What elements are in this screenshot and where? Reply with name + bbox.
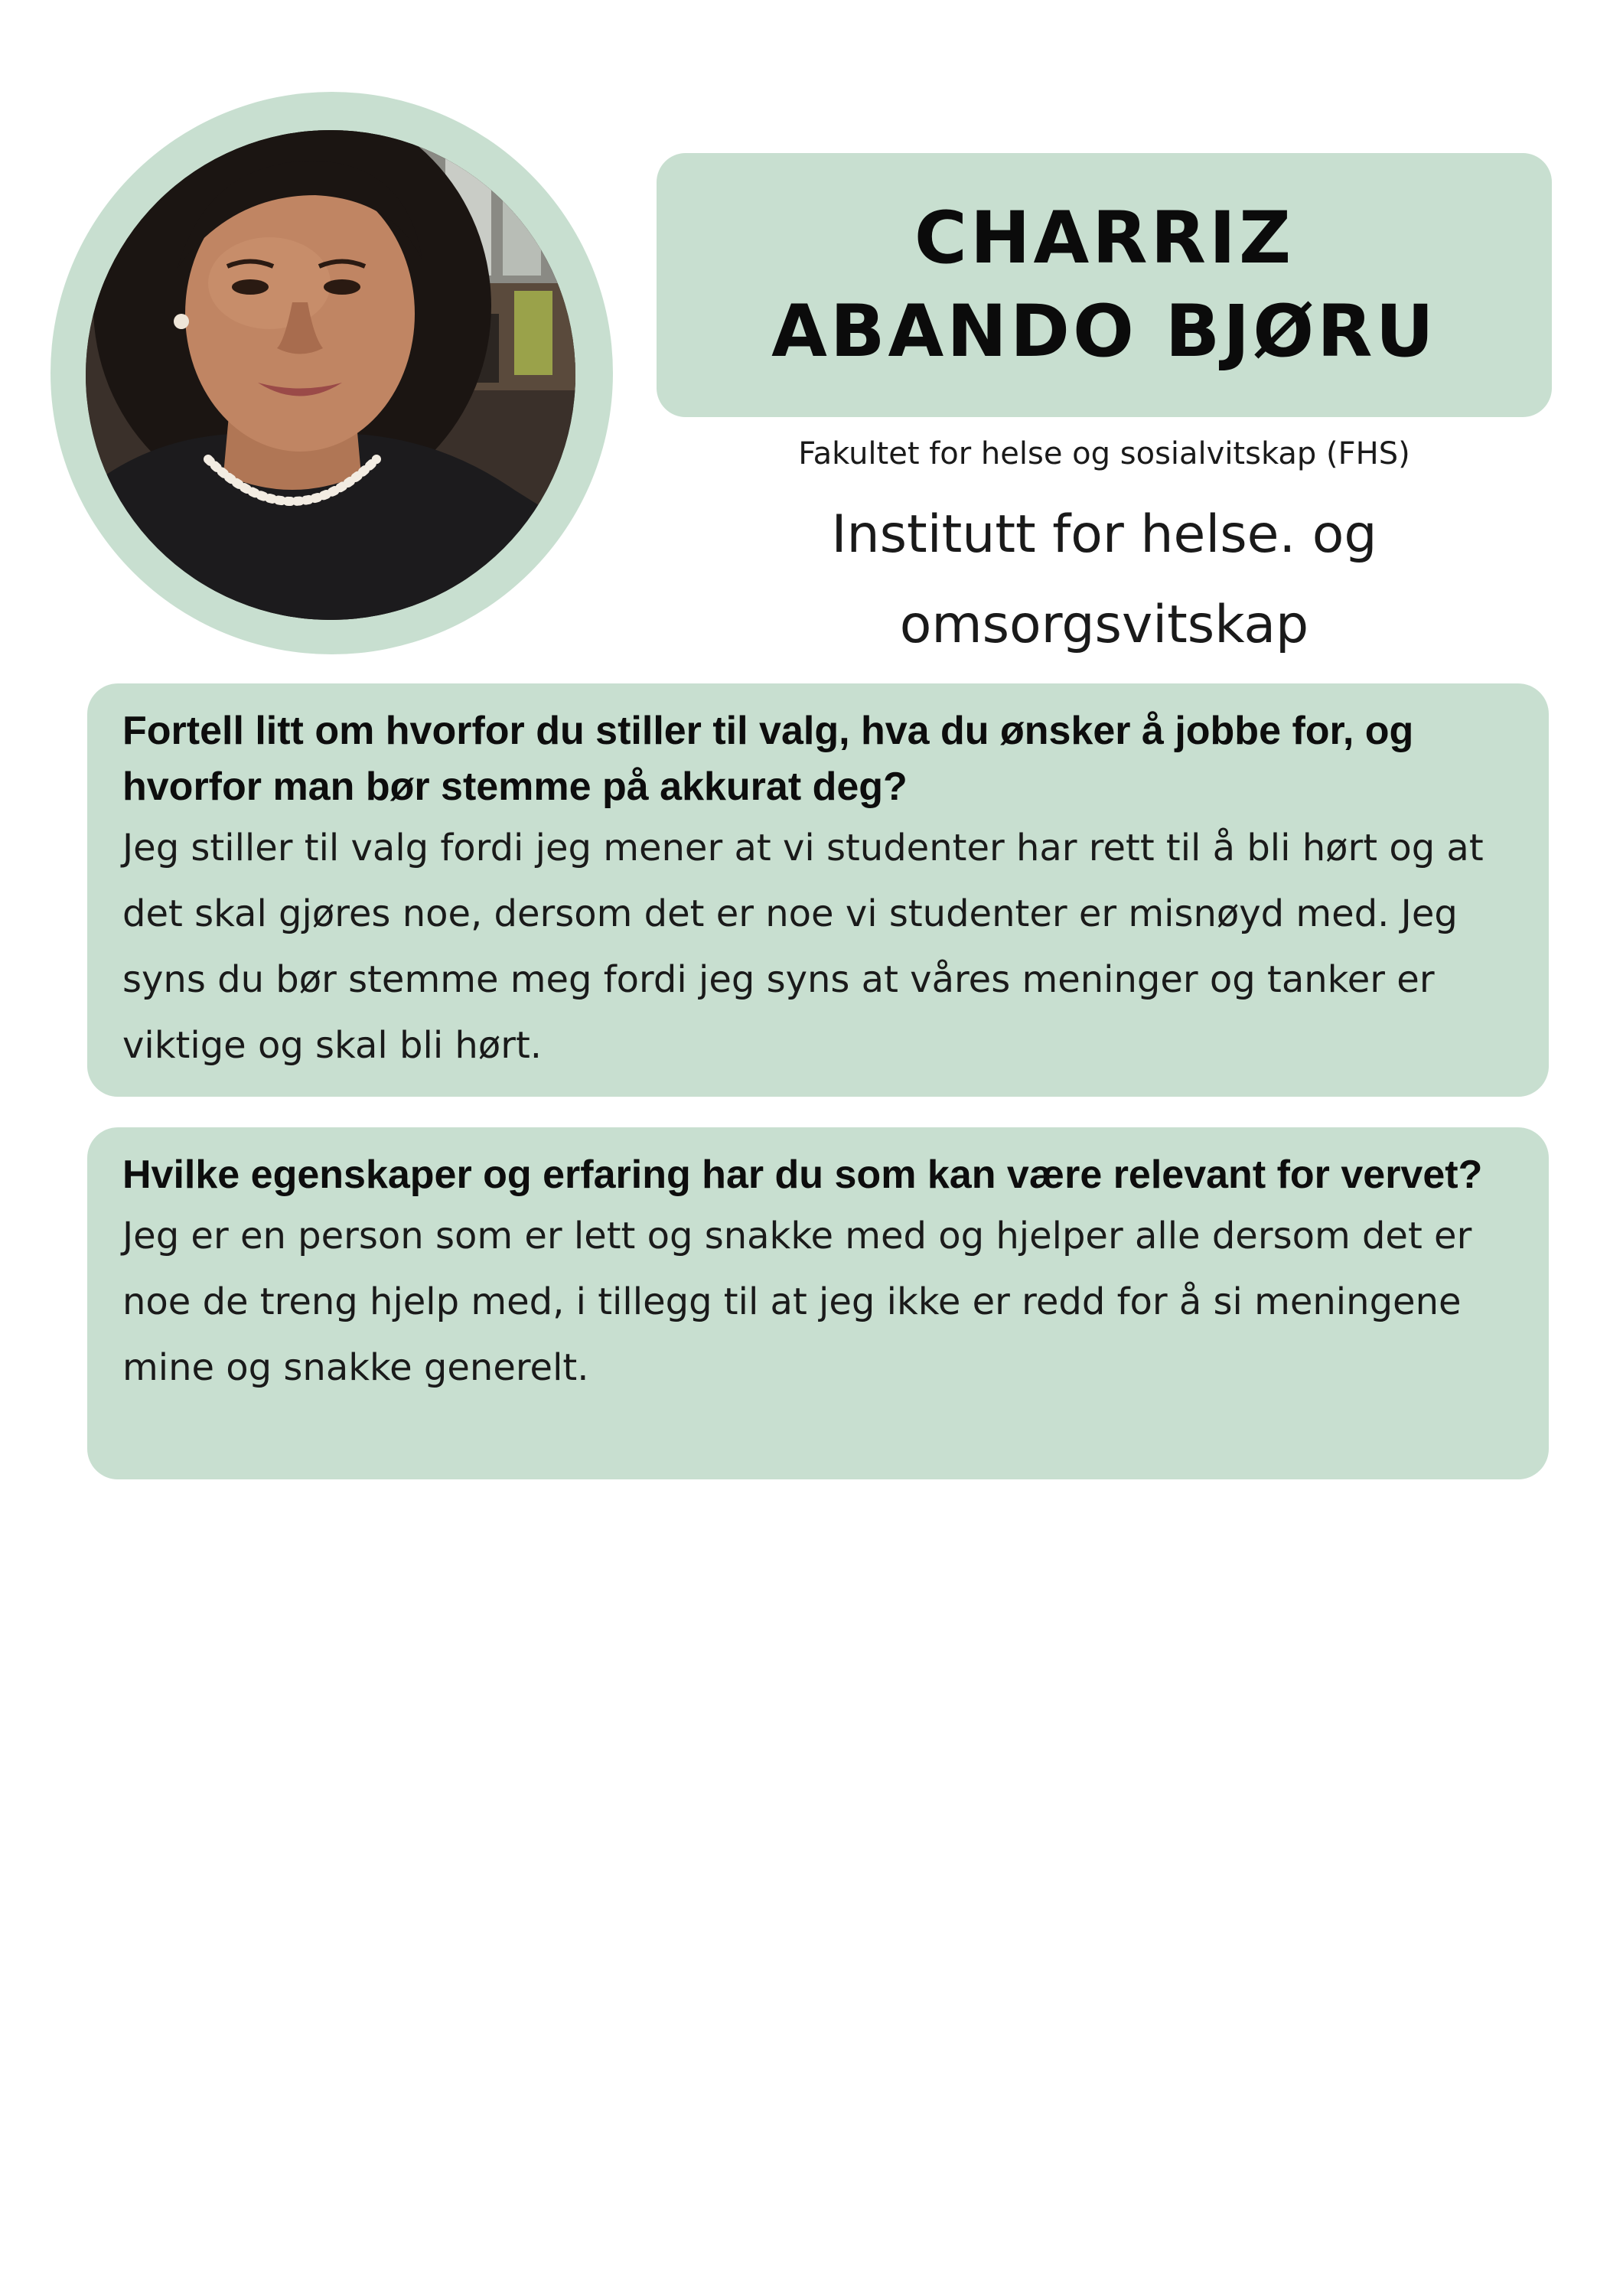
qa-card-qualities xyxy=(87,1127,1549,1479)
faculty-label: Fakultet for helse og sosialvitskap (FHS) xyxy=(798,436,1410,471)
institute-line-2: omsorgsvitskap xyxy=(899,595,1309,655)
answer-motivation: Jeg stiller til valg fordi jeg mener at vi studenter har rett til å bli hørt og at det skal gjøres noe, dersom det er noe vi studenter er misnøyd med. Jeg syns du bør stemme meg fordi jeg syns at våres meninger og tanker er viktige og skal bli hørt. xyxy=(122,827,1484,1067)
qa-card-motivation xyxy=(87,683,1549,1097)
answer-qualities: Jeg er en person som er lett og snakke med og hjelper alle dersom det er noe de treng hjelp med, i tillegg til at jeg ikke er redd for å si meningene mine og snakke generelt. xyxy=(122,1215,1472,1389)
name-banner xyxy=(657,153,1552,417)
question-qualities: Hvilke egenskaper og erfaring har du som kan være relevant for vervet? xyxy=(122,1153,1483,1197)
candidate-last-name: ABANDO BJØRU xyxy=(771,289,1437,373)
candidate-first-name: CHARRIZ xyxy=(914,196,1295,280)
question-motivation: Fortell litt om hvorfor du stiller til valg, hva du ønsker å jobbe for, og hvorfor man bør stemme på akkurat deg? xyxy=(122,709,1414,809)
portrait-photo-icon xyxy=(86,130,575,620)
institute-line-1: Institutt for helse. og xyxy=(831,504,1377,565)
profile-photo xyxy=(86,130,575,620)
institute-label xyxy=(657,490,1552,670)
